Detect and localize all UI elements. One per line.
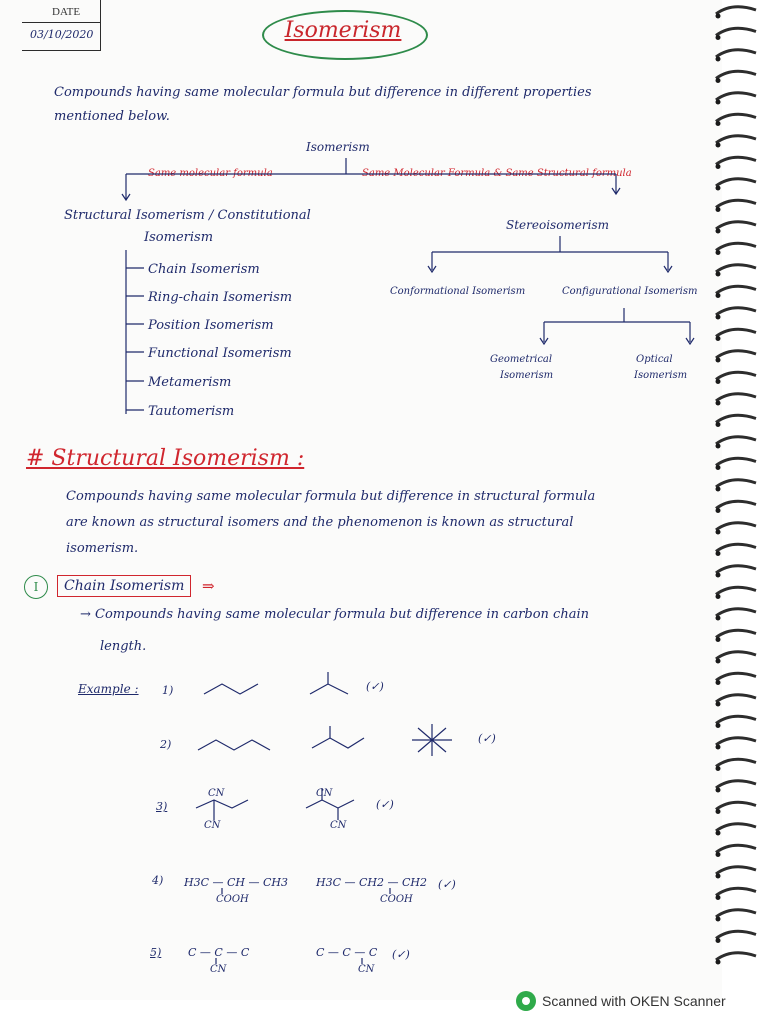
spiral-hole: [716, 809, 721, 814]
spiral-ring: [716, 286, 756, 293]
spiral-ring: [716, 609, 756, 616]
conformational-isomerism: Conformational Isomerism: [390, 286, 526, 297]
spiral-hole: [716, 938, 721, 943]
chain-isomerism-heading: Chain Isomerism: [57, 575, 191, 597]
child-functional-isomerism: Functional Isomerism: [148, 346, 292, 361]
example-3-num: 3): [156, 800, 168, 813]
spiral-ring: [716, 587, 756, 594]
ex4-b-formula: H3C — CH2 — CH2: [316, 876, 428, 889]
structural-isomerism-heading: # Structural Isomerism :: [26, 446, 305, 471]
spiral-ring: [716, 71, 756, 78]
spiral-ring: [716, 329, 756, 336]
spiral-ring: [716, 566, 756, 573]
scanner-watermark: [516, 990, 726, 1012]
ex4-a-sub: COOH: [216, 894, 249, 905]
spiral-hole: [716, 852, 721, 857]
check-mark-1: (✓): [366, 680, 384, 693]
configurational-isomerism: Configurational Isomerism: [562, 286, 698, 297]
spiral-ring: [716, 910, 756, 917]
ex2-isopentane-main: [312, 738, 364, 748]
spiral-ring: [716, 673, 756, 680]
spiral-ring: [716, 480, 756, 487]
spiral-ring: [716, 200, 756, 207]
spiral-ring: [716, 845, 756, 852]
chain-desc-line-1: → Compounds having same molecular formula but difference in carbon chain: [80, 607, 589, 622]
spiral-hole: [716, 616, 721, 621]
spiral-ring: [716, 265, 756, 272]
spiral-hole: [716, 487, 721, 492]
spiral-ring: [716, 157, 756, 164]
spiral-ring: [716, 824, 756, 831]
spiral-hole: [716, 551, 721, 556]
child-chain-isomerism: Chain Isomerism: [148, 262, 260, 277]
check-mark-4: (✓): [438, 878, 456, 891]
spiral-hole: [716, 229, 721, 234]
ex5-b-sub: CN: [358, 964, 375, 975]
example-5-num: 5): [150, 946, 162, 959]
ex5-a-formula: C — C — C: [188, 946, 250, 959]
spiral-ring: [716, 695, 756, 702]
child-ring-chain-isomerism: Ring-chain Isomerism: [148, 290, 293, 305]
spiral-ring: [716, 759, 756, 766]
spiral-hole: [716, 401, 721, 406]
spiral-hole: [716, 745, 721, 750]
spiral-hole: [716, 508, 721, 513]
spiral-ring: [716, 179, 756, 186]
heading-arrow: ⇒: [202, 577, 215, 595]
spiral-ring: [716, 716, 756, 723]
tree-root: Isomerism: [306, 140, 370, 154]
ex3-b-cn-bottom: CN: [330, 820, 347, 831]
spiral-ring: [716, 351, 756, 358]
spiral-hole: [716, 465, 721, 470]
ex3-b-chain: [306, 800, 354, 808]
spiral-hole: [716, 917, 721, 922]
spiral-ring: [716, 437, 756, 444]
spiral-ring: [716, 501, 756, 508]
spiral-ring: [716, 28, 756, 35]
structural-line-2: are known as structural isomers and the phenomenon is known as structural: [66, 515, 574, 530]
spiral-hole: [716, 57, 721, 62]
spiral-ring: [716, 222, 756, 229]
spiral-ring: [716, 867, 756, 874]
spiral-hole: [716, 272, 721, 277]
spiral-hole: [716, 680, 721, 685]
example-2-num: 2): [160, 738, 172, 751]
spiral-hole: [716, 207, 721, 212]
spiral-ring: [716, 50, 756, 57]
intro-line-2: mentioned below.: [54, 109, 170, 124]
child-tautomerism: Tautomerism: [148, 404, 235, 419]
child-metamerism: Metamerism: [148, 375, 232, 390]
spiral-hole: [716, 702, 721, 707]
spiral-ring: [716, 394, 756, 401]
spiral-ring: [716, 308, 756, 315]
spiral-ring: [716, 136, 756, 143]
ex1-butane: [204, 684, 258, 694]
spiral-hole: [716, 831, 721, 836]
chain-desc-line-2: length.: [100, 639, 147, 654]
spiral-hole: [716, 723, 721, 728]
check-mark-2: (✓): [478, 732, 496, 745]
spiral-hole: [716, 164, 721, 169]
ex3-b-cn-top: CN: [316, 788, 333, 799]
spiral-ring: [716, 7, 756, 14]
spiral-ring: [716, 458, 756, 465]
spiral-ring: [716, 888, 756, 895]
structural-line-1: Compounds having same molecular formula but difference in structural formula: [66, 489, 596, 504]
spiral-hole: [716, 788, 721, 793]
check-mark-5: (✓): [392, 948, 410, 961]
ex2-pentane: [198, 740, 270, 750]
example-1-num: 1): [162, 684, 174, 697]
optical-isomerism-line1: Optical: [636, 354, 673, 365]
ex1-isobutane-main: [310, 684, 348, 694]
section-number: I: [24, 575, 48, 599]
spiral-ring: [716, 114, 756, 121]
spiral-ring: [716, 372, 756, 379]
spiral-hole: [716, 35, 721, 40]
spiral-ring: [716, 243, 756, 250]
structural-isomerism-node-line2: Isomerism: [144, 230, 214, 245]
spiral-hole: [716, 766, 721, 771]
spiral-hole: [716, 78, 721, 83]
spiral-binding: [712, 0, 768, 980]
spiral-hole: [716, 960, 721, 965]
spiral-hole: [716, 121, 721, 126]
date-value: 03/10/2020: [30, 28, 94, 41]
example-4-num: 4): [152, 874, 164, 887]
spiral-ring: [716, 652, 756, 659]
spiral-hole: [716, 637, 721, 642]
spiral-hole: [716, 422, 721, 427]
spiral-hole: [716, 444, 721, 449]
example-label: Example :: [78, 682, 139, 696]
spiral-hole: [716, 100, 721, 105]
spiral-hole: [716, 250, 721, 255]
date-label: DATE: [52, 6, 81, 18]
spiral-hole: [716, 573, 721, 578]
spiral-hole: [716, 358, 721, 363]
optical-isomerism-line2: Isomerism: [634, 370, 688, 381]
spiral-hole: [716, 336, 721, 341]
spiral-hole: [716, 315, 721, 320]
spiral-hole: [716, 895, 721, 900]
tree-left-edge-label: Same molecular formula: [148, 168, 273, 179]
spiral-hole: [716, 14, 721, 19]
spiral-hole: [716, 143, 721, 148]
ex4-a-formula: H3C — CH — CH3: [184, 876, 289, 889]
spiral-hole: [716, 186, 721, 191]
spiral-ring: [716, 802, 756, 809]
spiral-ring: [716, 93, 756, 100]
structural-isomerism-node: Structural Isomerism / Constitutional: [64, 208, 311, 223]
spiral-ring: [716, 738, 756, 745]
spiral-hole: [716, 874, 721, 879]
child-position-isomerism: Position Isomerism: [148, 318, 274, 333]
scanner-text: Scanned with OKEN Scanner: [542, 993, 726, 1009]
spiral-ring: [716, 953, 756, 960]
geometrical-isomerism-line1: Geometrical: [490, 354, 553, 365]
ex3-a-cn-top: CN: [208, 788, 225, 799]
spiral-ring: [716, 781, 756, 788]
spiral-hole: [716, 530, 721, 535]
tree-right-edge-label: Same Molecular Formula & Same Structural formula: [362, 168, 632, 179]
spiral-ring: [716, 931, 756, 938]
spiral-ring: [716, 544, 756, 551]
stereoisomerism-node: Stereoisomerism: [506, 218, 610, 232]
ex5-b-formula: C — C — C: [316, 946, 378, 959]
spiral-hole: [716, 659, 721, 664]
spiral-ring: [716, 630, 756, 637]
structural-line-3: isomerism.: [66, 541, 139, 556]
spiral-hole: [716, 594, 721, 599]
check-mark-3: (✓): [376, 798, 394, 811]
page-title: Isomerism: [284, 18, 402, 43]
spiral-ring: [716, 415, 756, 422]
ex4-b-sub: COOH: [380, 894, 413, 905]
intro-line-1: Compounds having same molecular formula but difference in different properties: [54, 85, 592, 100]
spiral-hole: [716, 379, 721, 384]
ex5-a-sub: CN: [210, 964, 227, 975]
oken-logo-icon: [516, 991, 536, 1011]
ex3-a-chain: [196, 800, 248, 808]
ex3-a-cn-bottom: CN: [204, 820, 221, 831]
geometrical-isomerism-line2: Isomerism: [500, 370, 554, 381]
spiral-ring: [716, 523, 756, 530]
spiral-hole: [716, 293, 721, 298]
